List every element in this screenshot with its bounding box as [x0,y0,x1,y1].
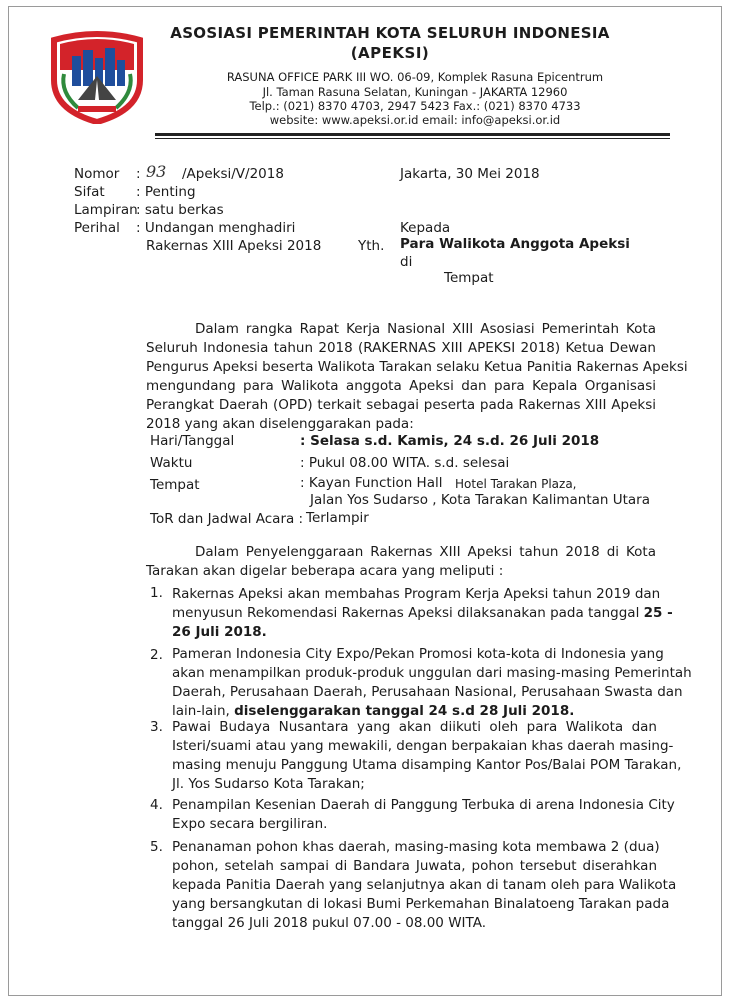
tor-label: ToR dan Jadwal Acara : [150,511,304,527]
item-5-line: tanggal 26 Juli 2018 pukul 07.00 - 08.00 WITA. [172,915,487,931]
item-1-line: 26 Juli 2018. [172,624,267,640]
item-2-number: 2. [150,647,163,663]
intro-line: Perangkat Daerah (OPD) terkait sebagai peserta pada Rakernas XIII Apeksi [146,397,656,413]
item-5-line: Penanaman pohon khas daerah, masing-masing kota membawa 2 (dua) [172,839,660,855]
item-4-number: 4. [150,797,163,813]
sifat-value: : Penting [136,184,196,200]
nomor-value: /Apeksi/V/2018 [182,166,284,182]
intro-line: Dalam rangka Rapat Kerja Nasional XIII Asosiasi Pemerintah Kota [195,321,656,337]
header-rule-thin [155,138,670,139]
perihal-label: Perihal [74,220,120,236]
list-item-2 [172,645,692,721]
intro-line: Seluruh Indonesia tahun 2018 (RAKERNAS XIII APEKSI 2018) Ketua Dewan [146,340,656,356]
intro-line: 2018 yang akan diselenggarakan pada: [146,416,414,432]
item-4-line: Expo secara bergiliran. [172,816,328,832]
tempat-value-2: Jalan Yos Sudarso , Kota Tarakan Kalimantan Utara [310,492,651,508]
item-3-number: 3. [150,719,163,735]
list-item-1 [172,585,673,642]
lampiran-value: : satu berkas [136,202,224,218]
item-2-line-4-bold: diselenggarakan tanggal 24 s.d 28 Juli 2018. [234,703,575,719]
item-5-number: 5. [150,839,163,855]
perihal-value-1: : Undangan menghadiri [136,220,296,236]
tempat-value-1b: Hotel Tarakan Plaza, [455,477,577,491]
recipient-name: Para Walikota Anggota Apeksi [400,236,630,252]
item-4-line: Penampilan Kesenian Daerah di Panggung Terbuka di arena Indonesia City [172,797,675,813]
phone-fax: Telp.: (021) 8370 4703, 2947 5423 Fax.: (021) 8370 4733 [249,99,581,113]
item-2-line: akan menampilkan produk-produk unggulan dari masing-masing Pemerintah [172,665,692,681]
intro-paragraph [146,320,688,434]
item-5-line: yang bersangkutan di lokasi Bumi Perkemahan Binalatoeng Tarakan pada [172,896,670,912]
waktu-value: : Pukul 08.00 WITA. s.d. selesai [300,455,510,471]
item-1-line-2-text: menyusun Rekomendasi Rakernas Apeksi dilaksanakan pada tanggal [172,605,640,621]
item-3-line: Pawai Budaya Nusantara yang akan diikuti oleh para Walikota dan [172,719,657,735]
item-2-line-4-text: lain-lain, [172,703,230,719]
item-2-line: Pameran Indonesia City Expo/Pekan Promosi kota-kota di Indonesia yang [172,646,664,662]
nomor-handwritten: 93 [146,162,167,181]
address-line-2: Jl. Taman Rasuna Selatan, Kuningan - JAKARTA 12960 [262,85,568,99]
tor-value: Terlampir [306,510,369,526]
para2-line: Tarakan akan digelar beberapa acara yang meliputi : [146,563,504,579]
recipient-di: di [400,254,413,270]
header-rule-thick [155,133,670,136]
item-1-line-2 [172,604,673,623]
sifat-label: Sifat [74,184,105,200]
nomor-label: Nomor [74,166,120,182]
nomor-colon: : [136,166,141,182]
item-5-line: kepada Panitia Daerah yang selanjutnya akan di tanam oleh para Walikota [172,877,677,893]
list-item-3 [172,718,682,794]
item-3-line: Isteri/suami atau yang mewakili, dengan berpakaian khas daerah masing- [172,738,674,754]
tempat-label: Tempat [150,477,200,493]
kepada: Kepada [400,220,451,236]
intro-line: Pengurus Apeksi beserta Walikota Tarakan selaku Ketua Panitia Rakernas Apeksi [146,359,688,375]
intro-line: mengundang para Walikota anggota Apeksi dan para Kepala Organisasi [146,378,656,394]
tempat-value-1: : Kayan Function Hall [300,475,443,491]
para2-line: Dalam Penyelenggaraan Rakernas XIII Apeksi tahun 2018 di Kota [195,544,656,560]
hari-label: Hari/Tanggal [150,433,235,449]
item-1-number: 1. [150,585,163,601]
item-1-line-2-bold: 25 - [643,605,673,621]
item-5-line: pohon, setelah sampai di Bandara Juwata, pohon tersebut diserahkan [172,858,657,874]
hari-value: : Selasa s.d. Kamis, 24 s.d. 26 Juli 2018 [300,433,600,449]
org-name: ASOSIASI PEMERINTAH KOTA SELURUH INDONESIA [170,24,610,42]
item-3-line: masing menuju Panggung Utama disamping Kantor Pos/Balai POM Tarakan, [172,757,682,773]
yth: Yth. [358,238,385,254]
list-item-5 [172,838,677,933]
website-email: website: www.apeksi.or.id email: info@apeksi.or.id [269,113,561,127]
letter-date: Jakarta, 30 Mei 2018 [400,166,540,182]
address-line-1: RASUNA OFFICE PARK III WO. 06-09, Komplek Rasuna Epicentrum [226,70,604,84]
waktu-label: Waktu [150,455,193,471]
item-2-line: Daerah, Perusahaan Daerah, Perusahaan Nasional, Perusahaan Swasta dan [172,684,683,700]
para2 [146,543,656,581]
perihal-value-2: Rakernas XIII Apeksi 2018 [146,238,322,254]
org-abbr: (APEKSI) [350,44,430,62]
recipient-tempat: Tempat [444,270,494,286]
item-3-line: Jl. Yos Sudarso Kota Tarakan; [172,776,365,792]
list-item-4 [172,796,675,834]
apeksi-logo [48,30,146,124]
item-1-line: Rakernas Apeksi akan membahas Program Kerja Apeksi tahun 2019 dan [172,586,661,602]
lampiran-label: Lampiran [74,202,138,218]
